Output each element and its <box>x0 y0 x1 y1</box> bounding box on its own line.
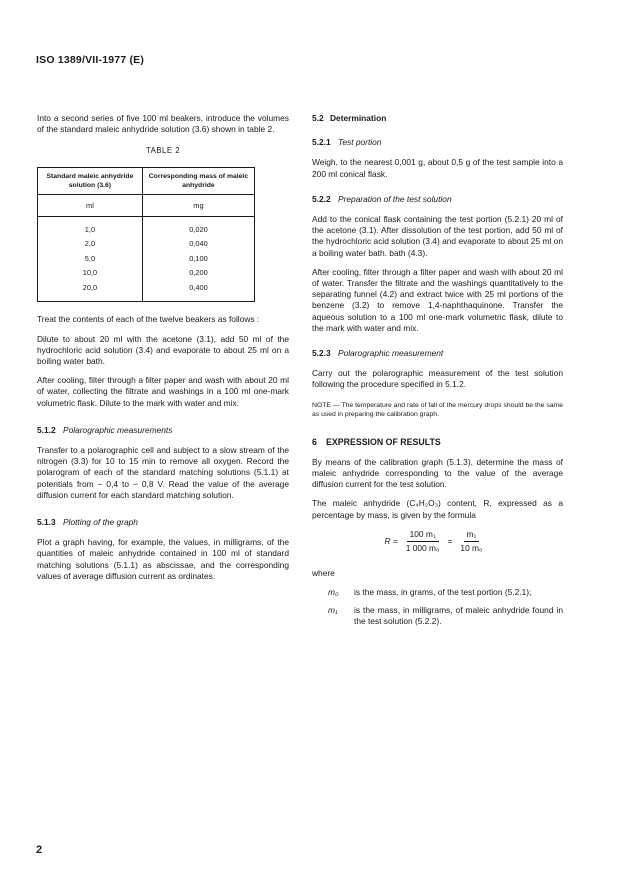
definition-text: is the mass, in grams, of the test portion (5.2.1); <box>354 587 532 598</box>
table-row-volume: 1,0 <box>84 224 96 234</box>
fraction-numerator: 100 m₁ <box>407 529 439 542</box>
table-row-mass: 0,100 <box>189 253 208 263</box>
table-row-mass: 0,040 <box>189 239 208 249</box>
heading-title: Preparation of the test solution <box>338 193 452 204</box>
heading-5-2 <box>312 113 563 124</box>
table-row-volume: 10,0 <box>82 268 98 278</box>
formula-equals: = <box>447 535 453 546</box>
heading-number: 5.1.3 <box>37 516 56 527</box>
note-paragraph: NOTE — The temperature and rate of fall of the mercury drops should be the same as used in preparing the calibration graph. <box>312 401 563 418</box>
formula-fraction-1 <box>403 529 443 554</box>
heading-title: Plotting of the graph <box>63 516 138 527</box>
content-paragraph: The maleic anhydride (C₄H₂O₃) content, R, expressed as a percentage by mass, is given by the formula <box>312 498 563 520</box>
table-row-mass: 0,400 <box>189 282 208 292</box>
dilute-paragraph: Dilute to about 20 ml with the acetone (3.1), add 50 ml of the hydrochloric acid solution (3.4) and evaporate to about 25 ml on a boiling water bath. <box>37 333 289 366</box>
table-row-volume: 5,0 <box>84 253 96 263</box>
cooling-paragraph: After cooling, filter through a filter paper and wash with about 20 ml of water. Transfer the filtrate and the washings quantitatively to the separating funnel (4.2) and extract twice with 25 ml portions of the benzene (3.2) to remove 1,4-naphthaquinone. Transfer the aqueous solution to a 100 ml one-mark volumetric flask, dilute to the mark with water and mix. <box>312 266 563 333</box>
heading-number: 5.2.2 <box>312 193 331 204</box>
definition-symbol: m₀ <box>328 587 339 598</box>
carry-out-paragraph: Carry out the polarographic measurement of the test solution following the procedure specified in 5.1.2. <box>312 368 563 390</box>
heading-5-2-2 <box>312 194 563 205</box>
heading-number: 5.2 <box>312 113 324 123</box>
plot-paragraph: Plot a graph having, for example, the values, in milligrams, of the quantities of maleic anhydride contained in 100 ml of standard matching solutions (5.1.1) as abscissae, and the corresponding values of average diffusion current as ordinates. <box>37 537 289 581</box>
table-2 <box>37 167 255 303</box>
page-number: 2 <box>36 844 43 856</box>
fraction-denominator: 1 000 m₀ <box>405 543 440 554</box>
table-col2-header: Corresponding mass of maleic anhydride <box>142 167 254 194</box>
table-row-volume: 20,0 <box>82 282 98 292</box>
heading-number: 6 <box>312 436 317 447</box>
heading-number: 5.2.1 <box>312 137 331 148</box>
heading-title: EXPRESSION OF RESULTS <box>326 436 441 447</box>
heading-title: Polarographic measurement <box>338 348 444 359</box>
heading-title: Test portion <box>338 137 382 148</box>
fraction-numerator: m₁ <box>464 529 480 542</box>
table-row-mass: 0,020 <box>189 224 208 234</box>
table-col1-header: Standard maleic anhydride solution (3.6) <box>38 167 143 194</box>
where-label: where <box>312 568 335 579</box>
heading-5-1-3 <box>37 517 289 528</box>
treat-paragraph: Treat the contents of each of the twelve beakers as follows : <box>37 314 260 325</box>
definition-symbol: m₁ <box>328 604 338 615</box>
transfer-paragraph: Transfer to a polarographic cell and subject to a slow stream of the nitrogen (3.3) for 10 to 15 min to remove all oxygen. Record the polarogram of each of the standard matching solutions (5.1.1) at potentials from − 0,4 to − 0,8 V. Read the value of the average diffusion current for each standard matching solution. <box>37 444 289 500</box>
definition-text: is the mass, in milligrams, of maleic anhydride found in the test solution (5.2.2). <box>354 604 563 626</box>
table-row-volume: 2,0 <box>84 239 96 249</box>
after-cooling-paragraph: After cooling, filter through a filter paper and wash with about 20 ml of water, collecting the filtrate and washings in a 100 ml one-mark volumetric flask. Dilute to the mark with water and mix. <box>37 375 289 408</box>
table-col2-unit: mg <box>142 194 254 216</box>
heading-title: Polarographic measurements <box>63 424 173 435</box>
table-col1-unit: ml <box>38 194 143 216</box>
left-column <box>37 113 289 590</box>
right-column <box>312 113 563 633</box>
add-paragraph: Add to the conical flask containing the test portion (5.2.1) 20 ml of the acetone (3.1). After dissolution of the test portion, add 50 ml of the hydrochloric acid solution (3.4) and evaporate to about 25 ml on a boiling water bath. bath (4.3). <box>312 214 563 258</box>
heading-number: 5.1.2 <box>37 424 56 435</box>
formula-fraction-2 <box>457 529 485 554</box>
intro-paragraph: Into a second series of five 100 ml beakers, introduce the volumes of the standard maleic anhydride solution (3.6) shown in table 2. <box>37 113 289 135</box>
means-paragraph: By means of the calibration graph (5.1.3), determine the mass of maleic anhydride corresponding to the value of the average diffusion current for the test solution. <box>312 456 563 490</box>
heading-5-2-3 <box>312 348 563 359</box>
fraction-denominator: 10 m₀ <box>460 543 483 554</box>
heading-5-2-1 <box>312 137 563 148</box>
heading-number: 5.2.3 <box>312 348 331 359</box>
table-volume-cell <box>38 216 143 302</box>
table-mass-cell <box>142 216 254 302</box>
document-header: ISO 1389/VII-1977 (E) <box>36 54 145 66</box>
definition-m1 <box>312 605 563 627</box>
weigh-paragraph: Weigh, to the nearest 0,001 g, about 0,5 g of the test sample into a 200 ml conical flask. <box>312 157 563 179</box>
table-row-mass: 0,200 <box>189 268 208 278</box>
definition-m0 <box>312 587 563 598</box>
heading-6 <box>312 437 563 448</box>
formula <box>312 529 563 554</box>
heading-title: Determination <box>330 113 387 123</box>
heading-5-1-2 <box>37 425 289 436</box>
formula-lhs: R = <box>384 535 398 546</box>
table-caption: TABLE 2 <box>145 146 181 156</box>
